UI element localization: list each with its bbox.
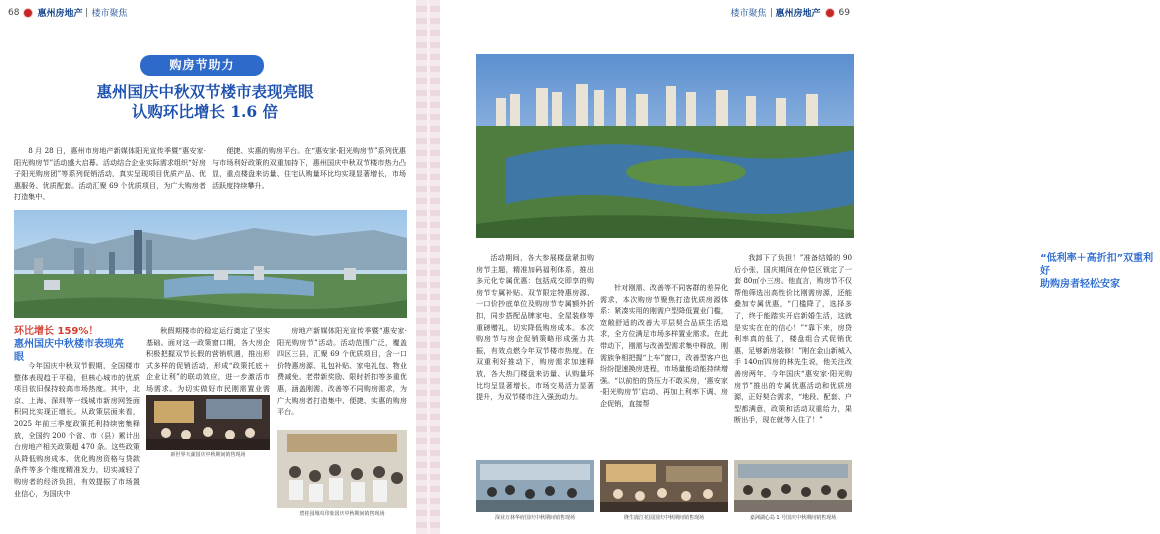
- photo-caption: 隆生鹿江花园国庆中秋期间销售现场: [623, 515, 704, 521]
- sales-scene-photo: [734, 460, 852, 512]
- magazine-logo-icon: [23, 8, 33, 18]
- banner-label: 购房节助力: [140, 55, 264, 76]
- divider: [86, 8, 87, 17]
- side-heading: [14, 325, 130, 364]
- magazine-logo-icon: [825, 8, 835, 18]
- right-running-header: [731, 6, 850, 19]
- body-column-1: [476, 252, 594, 462]
- sales-scene-photo: [146, 395, 270, 450]
- photo-caption: 碧桂园城央印象国庆中秋期间销售现场: [299, 511, 385, 517]
- section-name: 楼市聚焦: [730, 9, 767, 19]
- headline-line-2: 认购环比增长 1.6 倍: [131, 102, 279, 121]
- city-skyline-photo: [14, 210, 407, 318]
- magazine-brand: 惠州房地产: [775, 9, 821, 19]
- sales-scene-photo: [277, 430, 407, 508]
- body-text-3: 房地产新媒体阳光宣传季暨“惠安家·阳光购房节”活动。活动范围广泛，覆盖四区三县，汇聚 69 个优质项目，含一口价特惠房源、礼包补贴、家电礼包、物业费减免、老带新奖励、限时折扣等多重优惠，涵盖刚需、改善等不同购房需求，为广大购房者打造集中、便捷、实惠的购房平台。: [277, 326, 407, 417]
- body-column-1: [14, 360, 140, 530]
- page-spine: [416, 0, 442, 534]
- left-running-header: [8, 6, 127, 19]
- headline-line-1: 惠州国庆中秋双节楼市表现亮眼: [96, 82, 314, 101]
- intro-column-1: [14, 145, 206, 205]
- intro-text-1: 8 月 28 日，惠州市房地产新媒体阳光宣传季暨“惠安家·阳光购房节”活动盛大启幕。活动结合企业实际需求组织“好房子阳光购房团”等系列促销活动，真实呈现项目优质产品、优惠服务、优质配套。活动汇聚 69 个优质项目，为广大购房者打造集中、: [14, 146, 206, 202]
- divider: [771, 8, 772, 17]
- photo-caption: 新世界天湖国庆中秋期间销售现场: [170, 452, 246, 458]
- body-text-3: 我卸下了负担！”准备结婚的 90 后小张，国庆期间在仲恺区锁定了一套 80㎡小三房。他直言，购房节不仅帮他筛选出高性价比刚需房源，还能叠加专属优惠，“门槛降了，选择多了，终于能踏实开启新婚生活，这就是实实在在的信心！”“靠下来，房贷利率真的低了，楼盘组合式促销优惠，足够新房装修！”刚在金山新城入手 140㎡四房的林先生说，他关注改善房两年，今年国庆“惠安家·阳光购房节”推出的专属优惠活动和优质房源，正好契合需求，“地段、配套、户型都满意，政策和活动双重给力，果断出手，现在就等入住了！”: [734, 253, 852, 425]
- side-heading-line-2: 惠州国庆中秋楼市表现亮眼: [14, 339, 124, 363]
- body-text-2: 秋假期楼市的稳定运行奠定了坚实基础。面对这一政策窗口期，各大房企积极把握双节长假的营销机遇，推出形式多样的促销活动，形成“政策托底＋企业让利”的联动效应，进一步激活市场需求。为切实做好市民刚需置业需: [146, 326, 270, 393]
- body-text-2: 针对刚需、改善等不同客群的差异化需求，本次购房节聚焦打造优质房源体系：紧凑实用的刚需户型降低置业门槛，宽敞舒适的改善大平层契合品质生活追求，全方位满足市场多样置业需求。在此带动下，刚需与改善型需求集中释放，刚需族争相把握“上车”窗口，改善型客户也纷纷提速换房进程，市场量能动能持续增强。“以前怕的贷压力不敢买房，‘惠安家·阳光购房节’启动、再加上利率下调、房企促销，直接帮: [600, 283, 728, 408]
- sub-heading-line-1: “低利率＋高折扣”双重利好: [1040, 253, 1154, 277]
- page-number: 68: [8, 7, 20, 18]
- body-column-3: [277, 325, 407, 425]
- aerial-lake-photo: [476, 54, 854, 238]
- section-name: 楼市聚焦: [91, 9, 128, 19]
- body-column-3: [734, 252, 852, 454]
- left-page: [0, 0, 418, 534]
- photo-caption: 嘉洲湖心岛 1 号国庆中秋期间销售现场: [749, 515, 837, 521]
- magazine-brand: 惠州房地产: [37, 9, 83, 19]
- intro-text-2: 便捷、实惠的购房平台。在“惠安家·阳光购房节”系列优惠与市场利好政策的双重加持下，惠州国庆中秋双节楼市热力凸显，重点楼盘来访量、住宅认购量环比均实现显著增长，市场活跃度持续攀升。: [212, 146, 406, 190]
- body-column-2: [600, 282, 728, 454]
- body-text-1: 今年国庆中秋双节假期，全国楼市整体表现趋于平稳，但核心城市的优质项目依旧保持较高市场热度。其中，北京、上海、深圳等一线城市新房网签面积同比实现正增长。从政策层面来看，2025 年前三季度政策托利持续密集释放，全国约 200 个省、市（县）累计出台房地产相关政策超 470 条。这些政策从降低购房成本、优化购房资格与贷款条件等多个维度精准发力，切实减轻了购房者的经济负担，有效提振了市场置业信心，为国庆中: [14, 361, 140, 498]
- sub-heading: [1040, 252, 1160, 291]
- sub-heading-line-2: 助购房者轻松安家: [1040, 279, 1120, 290]
- page-number: 69: [838, 7, 850, 18]
- right-page: [440, 0, 1154, 534]
- body-text-1: 活动期间，各大参展楼盘紧扣购房节主题，精准加码福利体系，推出多元化专属优惠：包括成交即享的购房节专属补贴、双节限定特惠房源、一口价抄底单位及购房节专属额外折扣，同步搭配品牌家电、全屋装修等重磅赠礼，切实降低购房成本。本次购房节与房企促销策略形成强力共振，有效点燃今年双节楼市热度。在双重利好推动下，购房需求加速释放，各大热门楼盘来访量、认购量环比均呈显著增长，市场交易活力显著提升，为双节楼市注入强劲动力。: [476, 253, 594, 402]
- sales-scene-photo: [600, 460, 728, 512]
- intro-column-2: [212, 145, 406, 205]
- photo-caption: 深业万林华府国庆中秋期间销售现场: [494, 515, 575, 521]
- sales-scene-photo: [476, 460, 594, 512]
- side-heading-line-1: 环比增长 159%！: [14, 326, 99, 337]
